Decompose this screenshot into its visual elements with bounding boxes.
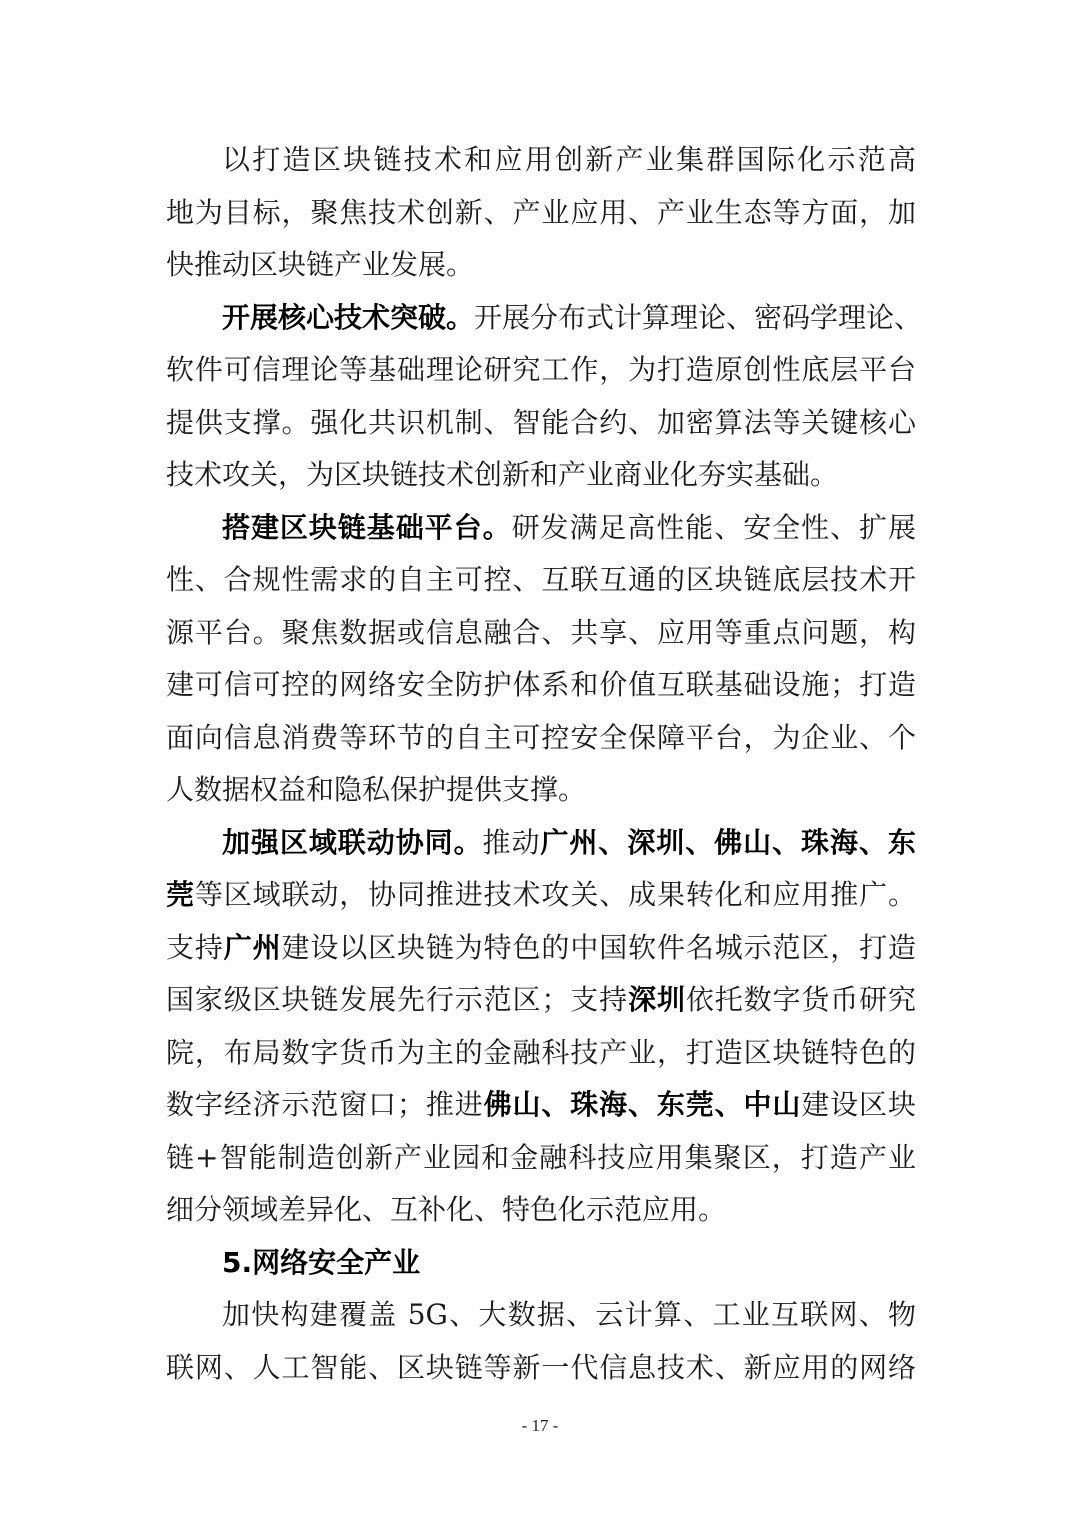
paragraph-2-line-4: 技术攻关，为区块链技术创新和产业商业化夯实基础。: [166, 458, 839, 491]
paragraph-2-line-3: 提供支撑。强化共识机制、智能合约、加密算法等关键核心: [166, 405, 916, 439]
paragraph-1-line-3: 快推动区块链产业发展。: [166, 248, 475, 281]
city-name: 珠海: [570, 1088, 628, 1121]
paragraph-heading: 搭建区块链基础平台。: [222, 510, 512, 544]
city-name: 中山: [743, 1088, 802, 1121]
page-number: - 17 -: [521, 1416, 559, 1435]
paragraph-3-line-5: 面向信息消费等环节的自主可控安全保障平台，为企业、个: [166, 720, 916, 754]
paragraph-4-line-3: 支持广州建设以区块链为特色的中国软件名城示范区，打造: [166, 930, 916, 964]
paragraph-4-line-8: 细分领域差异化、互补化、特色化示范应用。: [166, 1193, 727, 1226]
city-name: 莞: [166, 878, 195, 911]
paragraph-3-line-3: 源平台。聚焦数据或信息融合、共享、应用等重点问题，构: [166, 615, 916, 649]
paragraph-3-line-6: 人数据权益和隐私保护提供支撑。: [166, 773, 587, 806]
paragraph-4-line-4: 国家级区块链发展先行示范区；支持深圳依托数字货币研究: [166, 983, 916, 1016]
city-name: 东: [887, 825, 916, 859]
city-name: 佛山: [483, 1088, 542, 1121]
paragraph-3-line-2: 性、合规性需求的自主可控、互联互通的区块链底层技术开: [166, 563, 916, 596]
city-name: 广州: [540, 825, 599, 859]
section-heading: 5.网络安全产业: [222, 1245, 421, 1279]
paragraph-3-line-1: 搭建区块链基础平台。研发满足高性能、安全性、扩展: [222, 510, 916, 544]
city-name: 东莞: [656, 1088, 715, 1121]
paragraph-5-line-1: 加快构建覆盖 5G、大数据、云计算、工业互联网、物: [222, 1298, 916, 1331]
paragraph-heading: 加强区域联动协同。: [222, 825, 483, 859]
paragraph-4-line-7: 链+智能制造创新产业园和金融科技应用集聚区，打造产业: [166, 1140, 916, 1174]
paragraph-5-line-2: 联网、人工智能、区块链等新一代信息技术、新应用的网络: [166, 1350, 916, 1384]
paragraph-4-line-1: 加强区域联动协同。推动广州、深圳、佛山、珠海、东: [222, 825, 916, 859]
city-name: 广州: [223, 930, 282, 964]
paragraph-4-line-5: 院，布局数字货币为主的金融科技产业，打造区块链特色的: [166, 1035, 916, 1069]
paragraph-4-line-6: 数字经济示范窗口；推进佛山、珠海、东莞、中山建设区块: [166, 1088, 916, 1121]
paragraph-1-line-2: 地为目标，聚焦技术创新、产业应用、产业生态等方面，加: [166, 195, 916, 229]
city-name: 深圳: [627, 825, 686, 859]
paragraph-3-line-4: 建可信可控的网络安全防护体系和价值互联基础设施；打造: [166, 668, 916, 701]
city-name: 佛山: [714, 825, 773, 859]
paragraph-2-line-2: 软件可信理论等基础理论研究工作，为打造原创性底层平台: [166, 353, 916, 386]
document-body: [166, 134, 923, 1394]
paragraph-2-line-1: 开展核心技术突破。开展分布式计算理论、密码学理论、: [222, 300, 923, 334]
paragraph-1-line-1: 以打造区块链技术和应用创新产业集群国际化示范高: [222, 143, 916, 176]
paragraph-4-line-2: 莞等区域联动，协同推进技术攻关、成果转化和应用推广。: [166, 878, 916, 911]
paragraph-heading: 开展核心技术突破。: [222, 300, 475, 334]
city-name: 深圳: [628, 983, 686, 1016]
city-name: 珠海: [801, 825, 859, 859]
